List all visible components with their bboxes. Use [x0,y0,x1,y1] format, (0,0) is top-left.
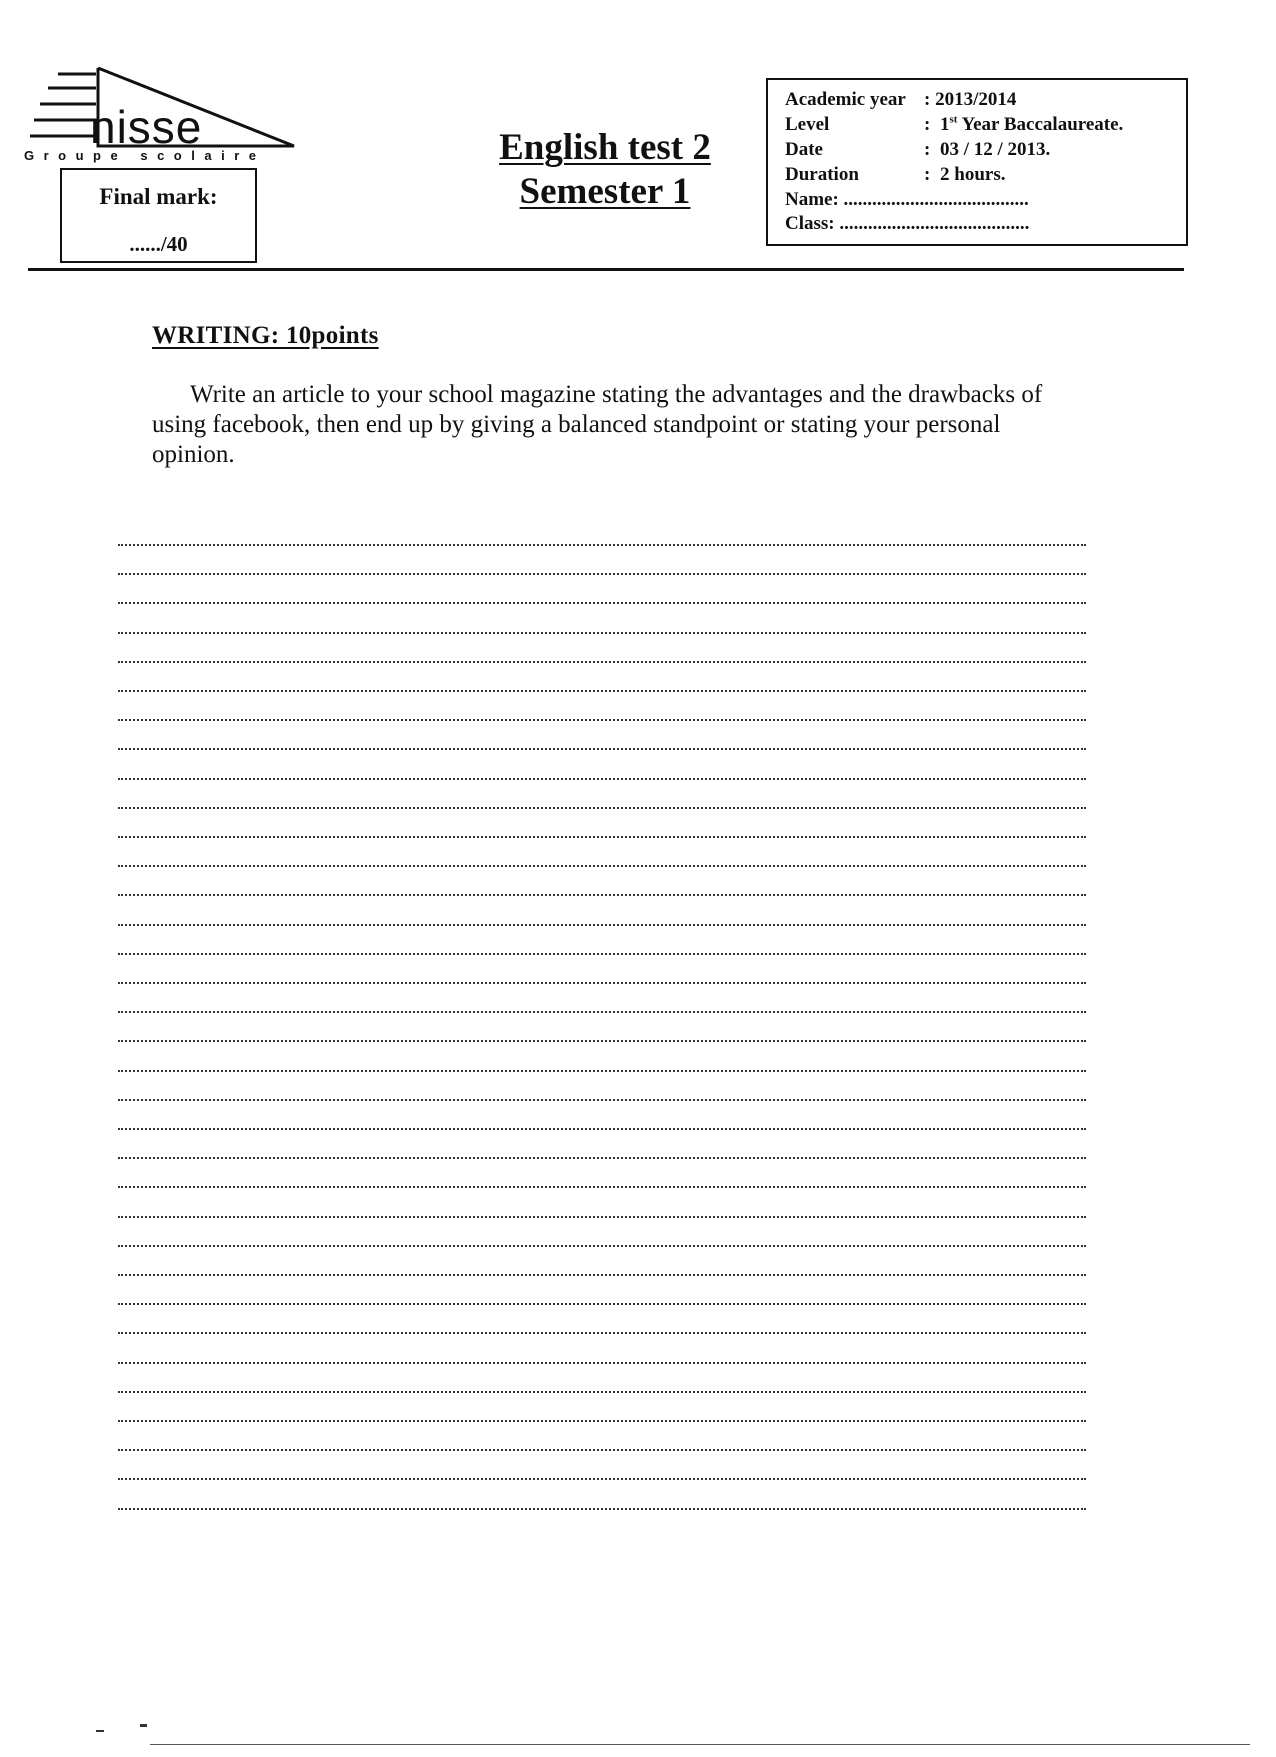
final-mark-score: ....../40 [129,232,188,256]
answer-line [118,719,1086,721]
info-level [785,114,1123,136]
writing-heading: WRITING: 10points [152,322,379,349]
info-key: Date [785,139,823,160]
title-line-2: Semester 1 [519,171,691,212]
answer-line [118,894,1086,896]
answer-line [118,1449,1086,1451]
answer-line [118,632,1086,634]
answer-line [118,807,1086,809]
info-sep: : [924,114,931,135]
answer-line [118,1303,1086,1305]
info-date [785,139,1050,161]
answer-line [118,865,1086,867]
info-key: Duration [785,164,859,185]
footer-rule [150,1744,1250,1745]
answer-line [118,661,1086,663]
info-value: 2013/2014 [935,89,1017,110]
answer-line [118,1508,1086,1510]
exam-info-box [766,78,1188,246]
answer-line [118,836,1086,838]
info-value: 2 hours. [940,164,1006,185]
answer-line [118,690,1086,692]
info-key: Level [785,114,830,135]
scan-mark [140,1724,147,1727]
answer-line [118,924,1086,926]
info-duration [785,164,1005,186]
info-value-sup: st [949,113,958,126]
answer-line [118,1478,1086,1480]
info-value: Year Baccalaureate. [957,114,1124,135]
answer-line [118,1099,1086,1101]
answer-line [118,1245,1086,1247]
answer-line [118,1040,1086,1042]
info-academic-year [785,89,1016,111]
answer-line [118,982,1086,984]
info-name-field: Name: ....................................... [785,189,1029,210]
answer-line [118,1332,1086,1334]
answer-line [118,778,1086,780]
school-logo [24,64,314,164]
answer-line [118,1128,1086,1130]
info-value: 1 [940,114,950,135]
info-sep: : [924,164,931,185]
answer-line [118,1186,1086,1188]
final-mark-label: Final mark: [99,184,218,209]
info-sep: : [924,89,931,110]
answer-line [118,1274,1086,1276]
answer-line [118,1420,1086,1422]
info-class-field: Class: ........................................ [785,213,1030,234]
info-sep: : [924,139,931,160]
answer-line [118,1070,1086,1072]
logo-subline: Groupe scolaire [24,148,266,163]
answer-line [118,1157,1086,1159]
final-mark-box [60,168,257,263]
logo-wordmark: nisse [90,101,203,153]
header-divider [28,268,1184,271]
answer-line [118,602,1086,604]
info-key: Academic year [785,89,906,110]
answer-line [118,748,1086,750]
answer-line [118,953,1086,955]
answer-line [118,1362,1086,1364]
answer-line [118,1216,1086,1218]
scan-mark [96,1730,104,1732]
answer-line [118,1391,1086,1393]
info-value: 03 / 12 / 2013. [940,139,1051,160]
test-title [440,126,770,214]
title-line-1: English test 2 [499,127,711,168]
writing-prompt: Write an article to your school magazine stating the advantages and the drawbacks of using facebook, then end up by giving a balanced standpoint or stating your personal opinion. [152,381,1043,468]
answer-line [118,544,1086,546]
answer-line [118,573,1086,575]
answer-line [118,1011,1086,1013]
